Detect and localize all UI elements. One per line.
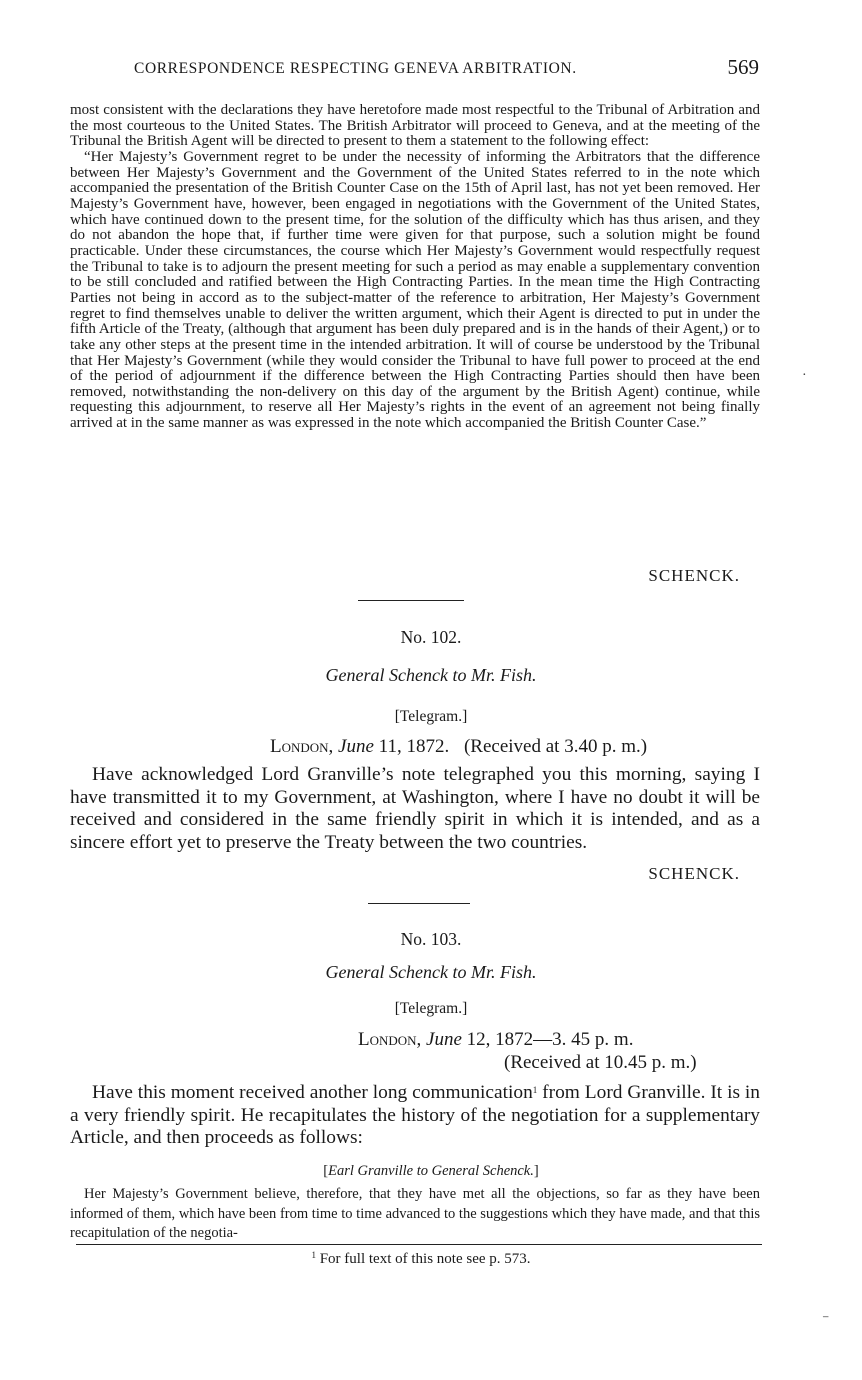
telegram-body-103 [70, 1079, 760, 1150]
document-type-103: [Telegram.] [394, 1000, 468, 1017]
continued-text-section [70, 103, 760, 432]
footnote-reference: 1 [532, 1085, 538, 1095]
telegram-body-102 [70, 764, 760, 854]
dateline-place: London, [270, 736, 334, 757]
dateline-month: June [426, 1029, 462, 1050]
running-title: CORRESPONDENCE RESPECTING GENEVA ARBITRATION. [134, 60, 577, 77]
enclosure-paragraph: Her Majesty’s Government believe, therefore, that they have met all the objections, so far as they have been informed of them, which have been from time to time advanced to the suggestions which they have made, and that this recapitulation of the negotia- [70, 1186, 760, 1241]
footnote-marker: 1 [311, 1250, 316, 1260]
dateline-103 [358, 1029, 633, 1051]
page-number: 569 [727, 55, 759, 79]
quoted-statement-paragraph: “Her Majesty’s Government regret to be under the necessity of informing the Arbitrators that the difference between Her Majesty’s Government and the Government of the United States referred to in the note which accompanied the presentation of the British Counter Case on the 15th of April last, has not yet been removed. Her Majesty’s Government have, however, been engaged in negotiations with the Government of the United States, which have continued down to the present time, for the solution of the difficulty which has thus arisen, and they do not abandon the hope that, if further time were given for that purpose, such a solution might be found practicable. Under these circumstances, the course which Her Majesty’s Government would respectfully request the Tribunal to take is to adjourn the present meeting for such a period as may enable a supplementary convention to be still concluded and ratified between the High Contracting Parties. In the mean time the High Contracting Parties not being in accord as to the subject-matter of the reference to arbitration, Her Majesty’s Government regret to find themselves unable to deliver the written argument, which their Agent is directed to put in under the fifth Article of the Treaty, (although that argument has been duly prepared and is in the hands of their Agent,) or to take any other steps at the present time in the intended arbitration. It will of course be understood by the Tribunal that Her Majesty’s Government (while they would consider the Tribunal to have full power to proceed at the end of the period of adjournment if the difference between the High Contracting Parties should then have been removed, notwithstanding the non-delivery on this day of the argument by the British Agent) continue, while requesting this adjournment, to reserve all Her Majesty’s rights in the event of an agreement not being finally arrived at in the same manner as was expressed in the note which accompanied the British Counter Case.” [70, 148, 760, 432]
section-divider [368, 903, 470, 904]
dateline-place: London, [358, 1029, 422, 1050]
print-speck: · [802, 368, 807, 383]
document-number-102: No. 102. [400, 627, 462, 647]
footnote [0, 1250, 842, 1268]
footnote-text: For full text of this note see p. 573. [315, 1251, 531, 1267]
dateline-102 [270, 736, 647, 758]
signature-schenck-1: SCHENCK. [648, 566, 740, 585]
document-number-103: No. 103. [400, 929, 462, 949]
telegram-paragraph: Have acknowledged Lord Granville’s note telegraphed you this morning, saying I have transmitted it to my Government, at Washington, where I have no doubt it will be received and considered in the same friendly spirit in which it is intended, and as a sincere effort yet to preserve the Treaty between the two countries. [70, 764, 760, 853]
dateline-date: 11, 1872. [378, 736, 450, 757]
print-speck: ⁻ [822, 1313, 830, 1328]
dateline-received-103: (Received at 10.45 p. m.) [504, 1052, 697, 1073]
dateline-received: (Received at 3.40 p. m.) [463, 736, 648, 757]
signature-schenck-2: SCHENCK. [648, 864, 740, 883]
enclosure-heading: [Earl Granville to General Schenck.] [323, 1163, 539, 1179]
running-header [70, 55, 759, 84]
dateline-month: June [338, 736, 374, 757]
footnote-divider [76, 1244, 762, 1245]
document-title-102: General Schenck to Mr. Fish. [325, 665, 537, 685]
dateline-date: 12, 1872—3. 45 p. m. [466, 1029, 634, 1050]
continued-paragraph: most consistent with the declarations they have heretofore made most respectful to the Tribunal of Arbitration and the most courteous to the United States. The British Arbitrator will proceed to Geneva, and at the meeting of the Tribunal the British Agent will be directed to present to them a statement to the following effect: [70, 102, 760, 150]
telegram-paragraph: Have this moment received another long communication$^1$ from Lord Granville. It is in a very friendly spirit. He recapitulates the history of the negotiation for a supplementary Article, and then proceeds as follows: [70, 1082, 760, 1149]
document-title-103: General Schenck to Mr. Fish. [325, 962, 537, 982]
section-divider [358, 600, 464, 601]
document-type-102: [Telegram.] [394, 708, 468, 725]
enclosure-text [70, 1185, 760, 1244]
